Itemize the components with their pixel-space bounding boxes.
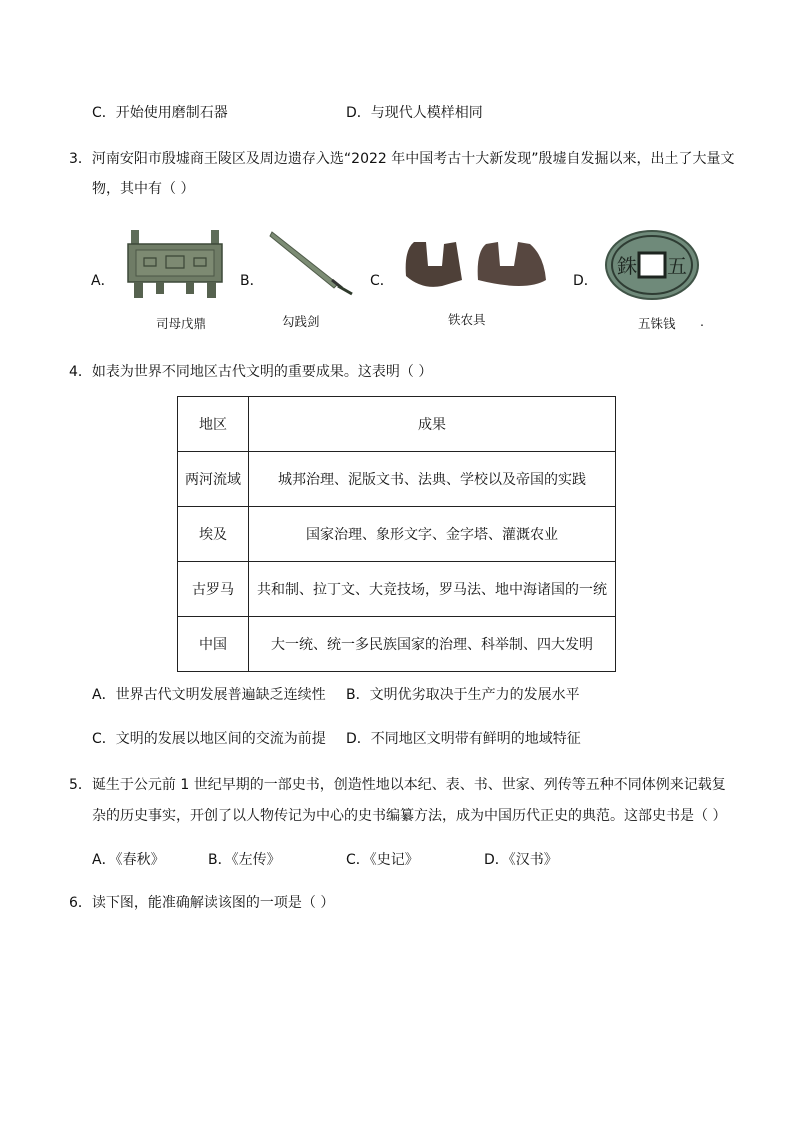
coin-char-left: 銖: [617, 254, 637, 278]
bronze-sword-image: [268, 228, 356, 298]
q4-option-d: D．不同地区文明带有鲜明的地域特征: [346, 731, 581, 747]
q3-option-b-letter: B．: [240, 273, 264, 289]
q3-option-c-letter: C．: [370, 273, 394, 289]
q3-option-a-letter: A．: [91, 273, 115, 289]
table-cell-achievement: 国家治理、象形文字、金字塔、灌溉农业: [249, 507, 616, 562]
q2-option-c: C．开始使用磨制石器: [92, 105, 228, 121]
table-cell-achievement: 大一统、统一多民族国家的治理、科举制、四大发明: [249, 617, 616, 672]
q3-option-d-caption: 五铢钱: [638, 316, 676, 331]
stray-mark: .: [700, 314, 704, 329]
q3-stem-line2: 物，其中有（ ）: [92, 181, 195, 197]
q5-option-b: B．《左传》: [208, 852, 281, 868]
coin-char-right: 五: [667, 254, 687, 278]
table-cell-region: 古罗马: [178, 562, 249, 617]
table-cell-achievement: 城邦治理、泥版文书、法典、学校以及帝国的实践: [249, 452, 616, 507]
table-cell-region: 两河流域: [178, 452, 249, 507]
q5-stem-line2: 杂的历史事实，开创了以人物传记为中心的史书编纂方法，成为中国历代正史的典范。这部史书是（ ）: [92, 808, 727, 824]
q4-option-b: B．文明优劣取决于生产力的发展水平: [346, 687, 580, 703]
q3-option-a-caption: 司母戊鼎: [156, 316, 207, 331]
q3-option-c-caption: 铁农具: [448, 312, 486, 327]
iron-farm-tools-image: [402, 236, 552, 296]
table-row: [178, 562, 616, 617]
achievements-table: [177, 396, 616, 672]
q2-option-d: D．与现代人模样相同: [346, 105, 483, 121]
q3-option-b-caption: 勾践剑: [282, 314, 320, 329]
table-row: [178, 507, 616, 562]
table-header-region: 地区: [178, 397, 249, 452]
q4-stem: 4．如表为世界不同地区古代文明的重要成果。这表明（ ）: [69, 364, 433, 380]
q6-stem: 6．读下图，能准确解读该图的一项是（ ）: [69, 895, 335, 911]
q4-option-a: A．世界古代文明发展普遍缺乏连续性: [92, 687, 326, 703]
wuzhu-coin-image: [603, 228, 701, 302]
bronze-ding-image: [126, 228, 224, 300]
table-row: [178, 452, 616, 507]
table-row: [178, 617, 616, 672]
q5-stem-line1: 5．诞生于公元前 1 世纪早期的一部史书，创造性地以本纪、表、书、世家、列传等五种不同体例来记载复: [69, 777, 726, 793]
q5-option-a: A．《春秋》: [92, 852, 165, 868]
table-cell-region: 埃及: [178, 507, 249, 562]
q4-option-c: C．文明的发展以地区间的交流为前提: [92, 731, 326, 747]
q3-option-d-letter: D．: [573, 273, 598, 289]
q3-stem-line1: 3．河南安阳市殷墟商王陵区及周边遗存入选“2022 年中国考古十大新发现”殷墟自发掘以来，出土了大量文: [69, 151, 735, 167]
table-header-achievement: 成果: [249, 397, 616, 452]
table-header-row: [178, 397, 616, 452]
table-cell-region: 中国: [178, 617, 249, 672]
q5-option-d: D．《汉书》: [484, 852, 558, 868]
q5-option-c: C．《史记》: [346, 852, 419, 868]
table-cell-achievement: 共和制、拉丁文、大竞技场，罗马法、地中海诸国的一统: [249, 562, 616, 617]
